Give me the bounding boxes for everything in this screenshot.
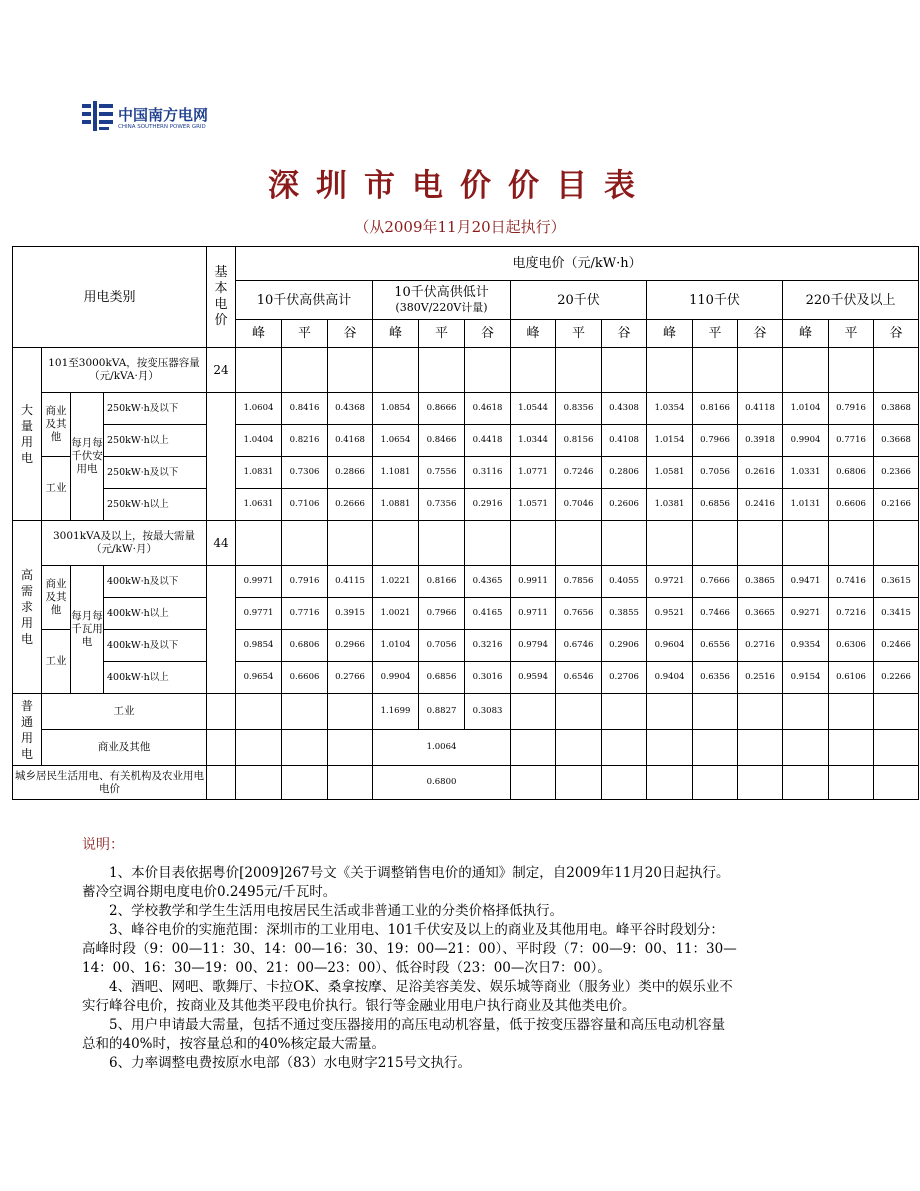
empty-cell (282, 348, 328, 393)
price-cell: 0.4168 (328, 425, 373, 457)
price-cell: 0.9911 (511, 566, 556, 598)
price-cell: 0.4365 (465, 566, 511, 598)
large-industry: 工业 (42, 457, 71, 521)
price-cell: 0.7466 (693, 598, 738, 630)
header-valley: 谷 (465, 320, 511, 348)
large-cond: 250kW·h以上 (104, 489, 207, 521)
price-cell: 0.8166 (693, 393, 738, 425)
empty-cell (874, 521, 919, 566)
header-flat: 平 (693, 320, 738, 348)
header-energy: 电度电价（元/kW·h） (236, 247, 919, 281)
price-cell: 1.0104 (373, 630, 419, 662)
price-cell: 0.7916 (829, 393, 874, 425)
header-peak: 峰 (647, 320, 693, 348)
empty-cell (373, 348, 419, 393)
price-cell: 1.1081 (373, 457, 419, 489)
price-cell: 0.6556 (693, 630, 738, 662)
price-cell: 0.2166 (874, 489, 919, 521)
page-subtitle: （从2009年11月20日起执行） (354, 218, 566, 236)
price-cell: 0.8156 (556, 425, 602, 457)
table-row (13, 489, 919, 521)
notes-heading: 说明： (82, 837, 124, 853)
price-cell: 0.4055 (602, 566, 647, 598)
empty-cell (328, 348, 373, 393)
empty-cell (829, 521, 874, 566)
price-cell: 0.9354 (783, 630, 829, 662)
price-cell: 1.0104 (783, 393, 829, 425)
large-cond: 250kW·h以上 (104, 425, 207, 457)
price-cell: 0.9711 (511, 598, 556, 630)
empty-cell (693, 730, 738, 766)
table-row (13, 662, 919, 694)
note-line: 总和的40%时，按容量总和的40%核定最大需量。 (82, 1036, 386, 1052)
price-cell: 1.0344 (511, 425, 556, 457)
price-cell: 1.0404 (236, 425, 282, 457)
empty-cell (465, 521, 511, 566)
price-cell: 0.9604 (647, 630, 693, 662)
price-cell: 0.7356 (419, 489, 465, 521)
price-cell: 0.8216 (282, 425, 328, 457)
price-cell: 0.7216 (829, 598, 874, 630)
price-cell: 0.2266 (874, 662, 919, 694)
large-cond: 250kW·h及以下 (104, 457, 207, 489)
empty-cell (874, 694, 919, 730)
empty-cell (602, 730, 647, 766)
large-label (13, 348, 42, 521)
empty-cell (602, 766, 647, 800)
empty-cell (556, 694, 602, 730)
general-commerce: 商业及其他 (42, 730, 207, 766)
price-cell: 0.3915 (328, 598, 373, 630)
header-220kv: 220千伏及以上 (783, 281, 919, 320)
general-label (13, 694, 42, 766)
empty-cell (738, 730, 783, 766)
table-row (13, 598, 919, 630)
empty-cell (874, 766, 919, 800)
note-line: 1、本价目表依据粤价[2009]267号文《关于调整销售电价的通知》制定，自2009年11月20日起执行。 (109, 865, 730, 881)
high-cond: 400kW·h及以下 (104, 566, 207, 598)
table-row (13, 457, 919, 489)
empty-cell (738, 521, 783, 566)
price-cell: 1.0131 (783, 489, 829, 521)
price-cell: 0.7856 (556, 566, 602, 598)
empty-cell (236, 730, 282, 766)
price-cell: 1.0654 (373, 425, 419, 457)
price-cell: 0.3216 (465, 630, 511, 662)
price-cell: 0.7056 (419, 630, 465, 662)
price-cell: 0.4108 (602, 425, 647, 457)
empty-cell (511, 766, 556, 800)
price-cell: 0.2906 (602, 630, 647, 662)
note-line: 4、酒吧、网吧、歌舞厅、卡拉OK、桑拿按摩、足浴美容美发、娱乐城等商业（服务业）类中的娱乐业不 (109, 979, 733, 995)
price-cell: 0.3918 (738, 425, 783, 457)
price-cell: 0.2916 (465, 489, 511, 521)
price-cell: 0.7056 (693, 457, 738, 489)
empty-cell (511, 694, 556, 730)
price-cell: 1.0571 (511, 489, 556, 521)
residential-label: 城乡居民生活用电、有关机构及农业用电电价 (13, 766, 207, 800)
empty-cell (207, 766, 236, 800)
empty-cell (693, 521, 738, 566)
header-flat: 平 (556, 320, 602, 348)
header-category: 用电类别 (13, 247, 207, 348)
grid-logo-icon (80, 100, 116, 134)
empty-cell (511, 521, 556, 566)
price-cell: 0.8166 (419, 566, 465, 598)
large-label-text: 大量用电 (20, 403, 33, 465)
empty-cell (829, 766, 874, 800)
empty-cell (738, 694, 783, 730)
price-cell: 0.6356 (693, 662, 738, 694)
price-cell: 1.0631 (236, 489, 282, 521)
high-cond: 400kW·h以上 (104, 598, 207, 630)
header-peak: 峰 (236, 320, 282, 348)
price-cell: 0.9721 (647, 566, 693, 598)
price-cell: 0.8356 (556, 393, 602, 425)
table-row (13, 694, 919, 730)
price-cell: 0.2466 (874, 630, 919, 662)
price-cell: 0.2666 (328, 489, 373, 521)
header-valley: 谷 (602, 320, 647, 348)
price-cell: 1.0831 (236, 457, 282, 489)
price-cell: 0.9654 (236, 662, 282, 694)
price-cell: 0.7656 (556, 598, 602, 630)
price-cell: 1.0154 (647, 425, 693, 457)
price-cell: 0.4308 (602, 393, 647, 425)
table-row (13, 630, 919, 662)
header-10kv-hl (373, 281, 511, 320)
empty-cell (511, 730, 556, 766)
price-cell: 0.6806 (829, 457, 874, 489)
price-cell: 0.4418 (465, 425, 511, 457)
price-cell: 0.3116 (465, 457, 511, 489)
empty-cell (328, 766, 373, 800)
price-cell: 0.8466 (419, 425, 465, 457)
price-cell: 0.2966 (328, 630, 373, 662)
price-cell: 0.9854 (236, 630, 282, 662)
price-cell: 1.0581 (647, 457, 693, 489)
empty-cell (783, 730, 829, 766)
price-cell: 0.6606 (829, 489, 874, 521)
empty-cell (236, 521, 282, 566)
price-cell: 0.3865 (738, 566, 783, 598)
price-cell: 0.7416 (829, 566, 874, 598)
empty-cell (829, 730, 874, 766)
price-cell: 0.7966 (693, 425, 738, 457)
price-cell: 0.7306 (282, 457, 328, 489)
note-line: 2、学校教学和学生生活用电按居民生活或非普通工业的分类价格择低执行。 (109, 903, 564, 919)
price-cell: 0.7106 (282, 489, 328, 521)
price-cell: 1.1699 (373, 694, 419, 730)
empty-cell (647, 766, 693, 800)
price-cell: 0.3083 (465, 694, 511, 730)
header-peak: 峰 (373, 320, 419, 348)
empty-cell (829, 694, 874, 730)
page-title: 深圳市电价价目表 (268, 168, 652, 204)
header-flat: 平 (419, 320, 465, 348)
price-cell: 0.2866 (328, 457, 373, 489)
empty-cell (556, 348, 602, 393)
price-cell: 0.7966 (419, 598, 465, 630)
price-cell: 0.4618 (465, 393, 511, 425)
price-cell: 0.7716 (829, 425, 874, 457)
price-cell: 0.3855 (602, 598, 647, 630)
logo-text-en: CHINA SOUTHERN POWER GRID (118, 124, 206, 130)
price-cell: 0.9471 (783, 566, 829, 598)
price-cell: 0.6856 (693, 489, 738, 521)
price-cell: 0.7246 (556, 457, 602, 489)
price-cell: 0.4115 (328, 566, 373, 598)
empty-cell (874, 348, 919, 393)
table-row (13, 766, 919, 800)
price-cell: 0.8827 (419, 694, 465, 730)
note-line: 14：00、16：30—19：00、21：00—23：00）、低谷时段（23：00—次日7：00）。 (82, 960, 611, 976)
empty-cell (693, 766, 738, 800)
price-cell: 1.0771 (511, 457, 556, 489)
note-line: 实行峰谷电价，按商业及其他类平段电价执行。银行等金融业用电户执行商业及其他类电价。 (82, 998, 636, 1014)
high-cond: 400kW·h以上 (104, 662, 207, 694)
price-cell: 0.9594 (511, 662, 556, 694)
high-cond: 400kW·h及以下 (104, 630, 207, 662)
price-cell: 0.2516 (738, 662, 783, 694)
price-cell: 0.9404 (647, 662, 693, 694)
header-valley: 谷 (738, 320, 783, 348)
large-basic-empty (207, 393, 236, 521)
price-cell: 0.9904 (373, 662, 419, 694)
empty-cell (693, 694, 738, 730)
header-basic (207, 247, 236, 348)
empty-cell (738, 348, 783, 393)
empty-cell (783, 766, 829, 800)
price-cell: 0.9904 (783, 425, 829, 457)
price-cell: 1.0221 (373, 566, 419, 598)
empty-cell (236, 766, 282, 800)
table-row (13, 425, 919, 457)
price-cell: 0.8416 (282, 393, 328, 425)
large-capacity-desc: 101至3000kVA，按变压器容量（元/kVA·月） (42, 348, 207, 393)
table-row (13, 566, 919, 598)
empty-cell (602, 348, 647, 393)
price-cell: 1.0604 (236, 393, 282, 425)
empty-cell (783, 348, 829, 393)
price-cell: 0.9971 (236, 566, 282, 598)
price-cell: 1.0854 (373, 393, 419, 425)
empty-cell (783, 694, 829, 730)
table-row (13, 247, 919, 281)
note-line: 6、力率调整电费按原水电部（83）水电财字215号文执行。 (109, 1055, 472, 1071)
price-cell: 0.3668 (874, 425, 919, 457)
price-cell: 0.9771 (236, 598, 282, 630)
price-cell: 0.4368 (328, 393, 373, 425)
empty-cell (419, 348, 465, 393)
empty-cell (556, 521, 602, 566)
large-cond: 250kW·h及以下 (104, 393, 207, 425)
price-cell: 0.2806 (602, 457, 647, 489)
price-cell: 0.6306 (829, 630, 874, 662)
empty-cell (207, 730, 236, 766)
notes-section (82, 836, 842, 1073)
empty-cell (693, 348, 738, 393)
price-cell: 1.0021 (373, 598, 419, 630)
price-cell: 0.8666 (419, 393, 465, 425)
price-cell: 0.6856 (419, 662, 465, 694)
high-label (13, 521, 42, 694)
empty-cell (207, 694, 236, 730)
note-line: 蓄冷空调谷期电度电价0.2495元/千瓦时。 (82, 884, 337, 900)
price-cell: 1.0544 (511, 393, 556, 425)
empty-cell (282, 694, 328, 730)
table-row (13, 730, 919, 766)
price-cell: 0.3415 (874, 598, 919, 630)
general-label-text: 普通用电 (20, 698, 33, 761)
price-cell: 0.7666 (693, 566, 738, 598)
price-cell: 0.4118 (738, 393, 783, 425)
high-sub: 每月每千瓦用电 (71, 566, 104, 694)
empty-cell (373, 521, 419, 566)
empty-cell (236, 348, 282, 393)
empty-cell (419, 521, 465, 566)
price-cell: 0.6806 (282, 630, 328, 662)
high-industry: 工业 (42, 630, 71, 694)
header-basic-text: 基本电价 (214, 265, 228, 328)
price-cell: 1.0354 (647, 393, 693, 425)
empty-cell (282, 521, 328, 566)
general-industry: 工业 (42, 694, 207, 730)
table-row (13, 521, 919, 566)
high-label-text: 高需求用电 (20, 568, 33, 646)
high-commerce: 商业及其他 (42, 566, 71, 630)
empty-cell (738, 766, 783, 800)
header-10kv-hl-line1: 10千伏高供低计 (394, 285, 489, 300)
price-cell: 0.6106 (829, 662, 874, 694)
header-20kv: 20千伏 (511, 281, 647, 320)
empty-cell (829, 348, 874, 393)
note-line: 5、用户申请最大需量，包括不通过变压器接用的高压电动机容量，低于按变压器容量和高压电动机容量 (109, 1017, 726, 1033)
header-10kv-hl-line2: (380V/220V计量) (395, 301, 488, 314)
empty-cell (647, 521, 693, 566)
price-cell: 0.2766 (328, 662, 373, 694)
price-cell: 0.6606 (282, 662, 328, 694)
empty-cell (556, 730, 602, 766)
empty-cell (602, 694, 647, 730)
header-valley: 谷 (874, 320, 919, 348)
price-cell: 0.4165 (465, 598, 511, 630)
empty-cell (465, 348, 511, 393)
empty-cell (328, 694, 373, 730)
empty-cell (783, 521, 829, 566)
large-basic-price: 24 (207, 348, 236, 393)
price-cell: 0.9794 (511, 630, 556, 662)
high-basic-empty (207, 566, 236, 694)
price-cell: 0.2616 (738, 457, 783, 489)
note-line: 高峰时段（9：00—11：30、14：00—16：30、19：00—21：00）、平时段（7：00—9：00、11：30— (82, 941, 737, 957)
empty-cell (282, 766, 328, 800)
price-cell: 0.3615 (874, 566, 919, 598)
price-cell: 0.2366 (874, 457, 919, 489)
table-row (13, 348, 919, 393)
empty-cell (282, 730, 328, 766)
tariff-table (12, 246, 919, 800)
empty-cell (236, 694, 282, 730)
price-cell: 0.9154 (783, 662, 829, 694)
note-line: 3、峰谷电价的实施范围：深圳市的工业用电、101千伏安及以上的商业及其他用电。峰平谷时段划分： (109, 922, 724, 938)
empty-cell (647, 730, 693, 766)
price-cell: 0.3016 (465, 662, 511, 694)
price-cell: 1.0381 (647, 489, 693, 521)
empty-cell (874, 730, 919, 766)
large-sub: 每月每千伏安用电 (71, 393, 104, 521)
header-110kv: 110千伏 (647, 281, 783, 320)
price-cell: 0.6746 (556, 630, 602, 662)
empty-cell (328, 730, 373, 766)
table-row (13, 393, 919, 425)
header-valley: 谷 (328, 320, 373, 348)
company-logo (80, 100, 240, 140)
empty-cell (556, 766, 602, 800)
header-peak: 峰 (511, 320, 556, 348)
price-cell: 0.2416 (738, 489, 783, 521)
price-cell: 1.0064 (373, 730, 511, 766)
price-cell: 0.7716 (282, 598, 328, 630)
empty-cell (602, 521, 647, 566)
price-cell: 0.3868 (874, 393, 919, 425)
price-cell: 0.2706 (602, 662, 647, 694)
empty-cell (647, 694, 693, 730)
price-cell: 0.6800 (373, 766, 511, 800)
large-commerce: 商业及其他 (42, 393, 71, 457)
header-flat: 平 (282, 320, 328, 348)
empty-cell (328, 521, 373, 566)
price-cell: 0.7046 (556, 489, 602, 521)
price-cell: 0.7556 (419, 457, 465, 489)
empty-cell (647, 348, 693, 393)
high-basic-price: 44 (207, 521, 236, 566)
header-peak: 峰 (783, 320, 829, 348)
price-cell: 0.7916 (282, 566, 328, 598)
price-cell: 0.2716 (738, 630, 783, 662)
price-cell: 0.3665 (738, 598, 783, 630)
price-cell: 0.2606 (602, 489, 647, 521)
price-cell: 1.0881 (373, 489, 419, 521)
high-capacity-desc: 3001kVA及以上，按最大需量（元/kW·月） (42, 521, 207, 566)
header-flat: 平 (829, 320, 874, 348)
header-10kv-hh: 10千伏高供高计 (236, 281, 373, 320)
logo-text-cn: 中国南方电网 (118, 106, 209, 124)
empty-cell (511, 348, 556, 393)
price-cell: 0.6546 (556, 662, 602, 694)
price-cell: 0.9521 (647, 598, 693, 630)
price-cell: 1.0331 (783, 457, 829, 489)
price-cell: 0.9271 (783, 598, 829, 630)
